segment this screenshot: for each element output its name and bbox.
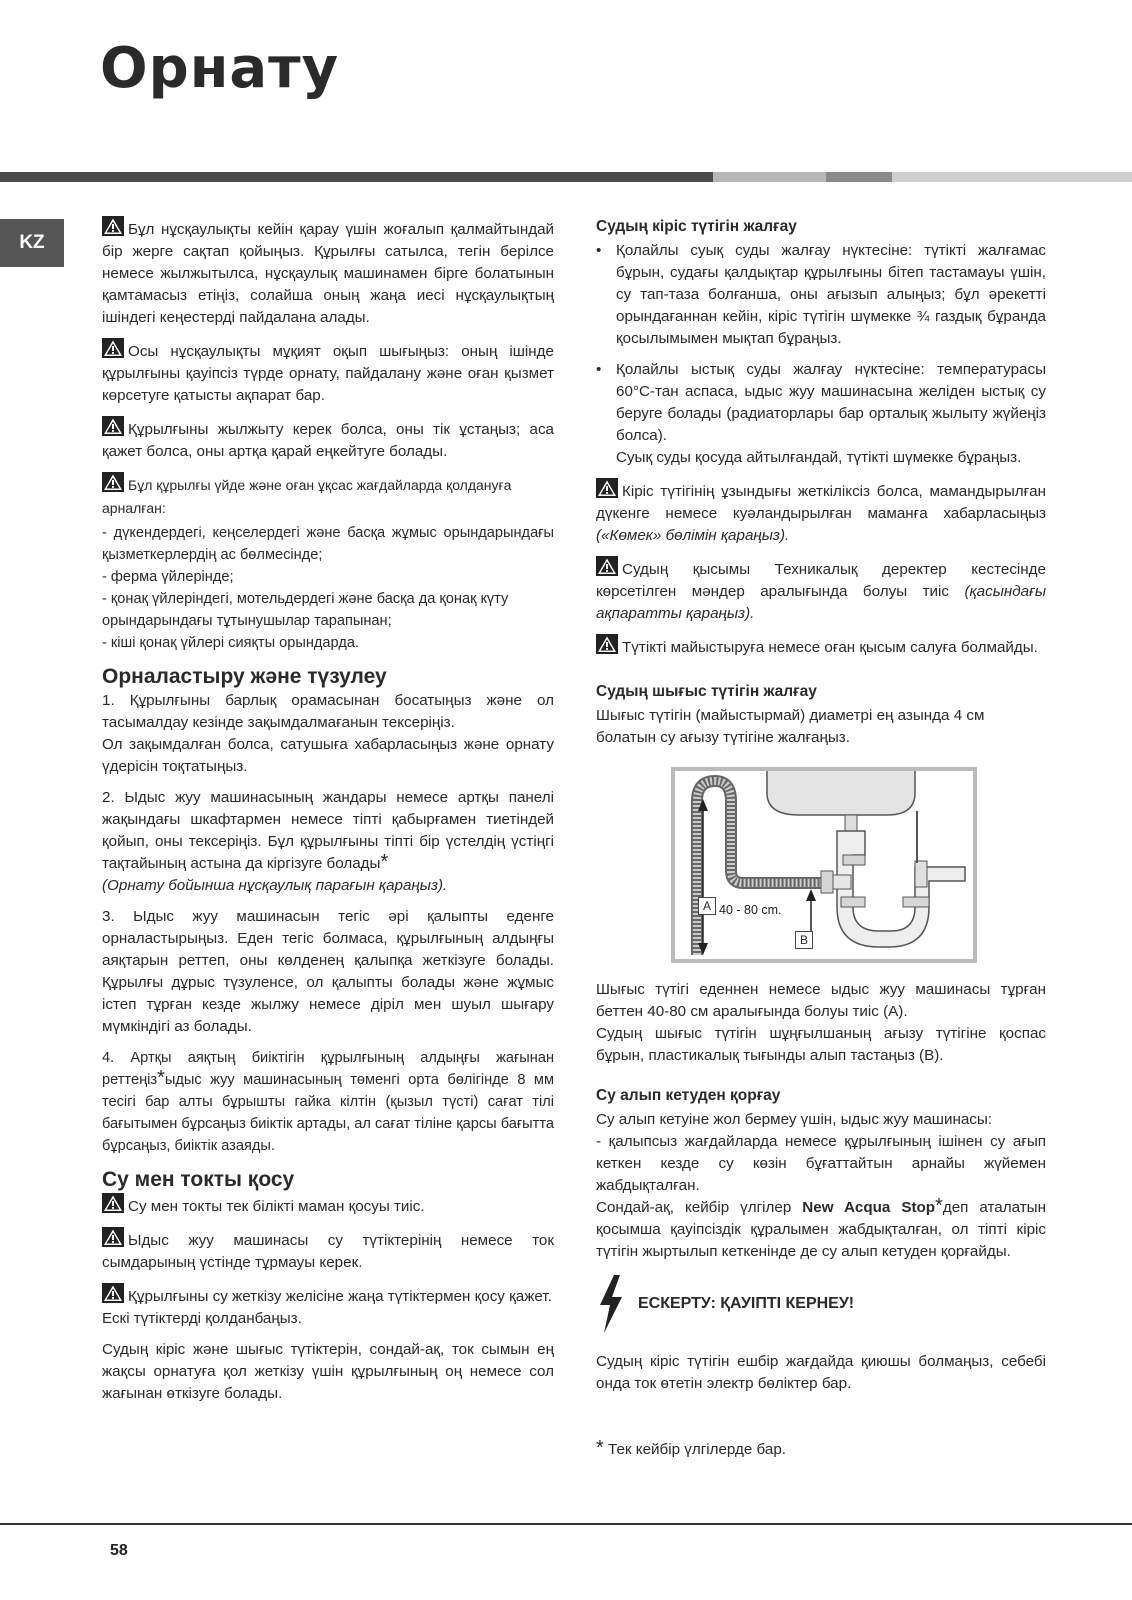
- footer-rule: [0, 1523, 1132, 1525]
- page-title: Орнату: [100, 36, 340, 101]
- brand-name: New Acqua Stop: [802, 1199, 936, 1216]
- asterisk: *: [157, 1067, 165, 1089]
- warning-triangle-icon: [596, 556, 618, 576]
- warning-triangle-icon: [102, 1283, 124, 1303]
- cable-routing-paragraph: Судың кіріс және шығыс түтіктерін, сондай-ақ, ток сымын ең жақсы орнатуға қол жеткізу үшін құрылғының оң немесе сол жағынан өткізуге болады.: [102, 1341, 554, 1402]
- header-rule-dark: [0, 172, 713, 182]
- step-3: 3. Ыдыс жуу машинасын тегіс әрі қалыпты еденге орналастырыңыз. Еден тегіс болмаса, құрылғының алдыңғы аяқтарын реттеп, оны көлденең қалыпқа жеткізуге болады. Құрылғы дұрыс түзуленсе, ол қалыпты болады және жұмыс істеп тұрған кезде жылжу немесе діріл мен шуыл шығару мүмкіндігі аз болады.: [102, 908, 554, 1035]
- list-item: - дүкендердегі, кеңселердегі және басқа жұмыс орындарындағы қызметкерлердің ас бөлмесінде;: [102, 525, 554, 563]
- section-heading-water: Су мен токты қосу: [102, 1168, 295, 1191]
- lightning-bolt-icon: [596, 1275, 626, 1333]
- voltage-warning-text: Судың кіріс түтігін ешбір жағдайда қиюшы болмаңыз, себебі онда ток өтетін электр бөліктер бар.: [596, 1353, 1046, 1392]
- outlet-plug-paragraph: Судың шығыс түтігін шұңғылшаның ағызу түтігіне қоспас бұрын, пластикалық тығынды алып тастаңыз (B).: [596, 1025, 1046, 1064]
- header-rule-light: [713, 172, 826, 182]
- label-a: A: [698, 897, 716, 915]
- sink-drain-illustration: [675, 771, 973, 959]
- warning-paragraph: Бұл нұсқаулықты кейін қарау үшін жоғалып қалмайтындай бір жерге сақтап қойыңыз. Құрылғы сатылса, тегін берілсе немесе жылжытылса, нұсқаулық машинамен бірге болатынын қамтамасыз етіңіз, солайша оның жаңа иесі нұсқаулықтың ішіндегі кеңестерді пайдалана алады.: [102, 216, 554, 329]
- section-heading-outlet: Судың шығыс түтігін жалғау: [596, 683, 817, 700]
- right-column: [596, 216, 1046, 1470]
- flood-acqua-stop: Сондай-ақ, кейбір үлгілер New Acqua Stop*деп аталатын қосымша қауіпсіздік құралымен жабдықталған, ол тіпті кіріс түтігін жыртылып кеткенінде де су алып кетуден қорғайды.: [596, 1195, 1046, 1260]
- warning-triangle-icon: [102, 216, 124, 236]
- list-item: • Қолайлы суық суды жалғау нүктесіне: түтікті жалғамас бұрын, судағы қалдықтар құрылғыны бітеп тастамауы үшін, су тап-таза болғанша, оны ағызып алыңыз; бұл әрекетті орындағаннан кейін, кіріс түтігін шүмекке ¾ газдық бұранда қосылымымен мықтап бұраңыз.: [596, 242, 1046, 347]
- step-2: 2. Ыдыс жуу машинасының жандары немесе артқы панелі жақындағы шкафтармен немесе тіпті қабырғамен тиетіндей қойып, оны тексеріңіз. Бұл құрылғыны тіпті бір үстелдің үстіңгі тақтайының астына да кіргізуге болады* (Орнату бойынша нұсқаулық парағын қараңыз).: [102, 789, 554, 894]
- left-column: [102, 216, 554, 1414]
- voltage-warning: ЕСКЕРТУ: ҚАУІПТІ КЕРНЕУ!: [596, 1275, 1046, 1333]
- flood-intro: Су алып кетуіне жол бермеу үшін, ыдыс жуу машинасы:: [596, 1111, 993, 1128]
- warning-triangle-icon: [102, 1227, 124, 1247]
- asterisk: *: [380, 851, 389, 873]
- warning-paragraph: Ыдыс жуу машинасы су түтіктерінің немесе ток сымдарының үстінде тұрмауы керек.: [102, 1227, 554, 1274]
- asterisk: *: [596, 1437, 604, 1459]
- section-heading-flood: Су алып кетуден қорғау: [596, 1087, 781, 1104]
- step-4: 4. Артқы аяқтың биіктігін құрылғының алдыңғы жағынан реттеңіз*ыдыс жуу машинасының төменгі орта бөлігінде 8 мм тесігі бар алты бұрышты гайка кілтін (қызыл түсті) сағат тілі бағытымен бұрсаңыз биіктік артады, ал сағат тіліне қарсы бағытта бұрсаңыз, биіктік азаяды.: [102, 1050, 554, 1154]
- warning-triangle-icon: [102, 1193, 124, 1213]
- bullet-icon: •: [596, 361, 602, 378]
- list-item: - кіші қонақ үйлері сияқты орындарда.: [102, 635, 360, 651]
- warning-paragraph: Түтікті майыстыруға немесе оған қысым салуға болмайды.: [596, 634, 1046, 659]
- height-range-label: 40 - 80 cm.: [719, 903, 782, 917]
- header-rule-mid: [826, 172, 892, 182]
- step-1-note: Ол зақымдалған болса, сатушыға хабарласыңыз және орнату үдерісін тоқтатыңыз.: [102, 736, 554, 775]
- section-heading-placement: Орналастыру және түзулеу: [102, 665, 387, 688]
- warning-paragraph: Бұл құрылғы үйде және оған ұқсас жағдайларда қолдануға арналған:: [102, 472, 554, 520]
- list-item: - ферма үйлерінде;: [102, 569, 234, 585]
- drain-hose-diagram: [671, 767, 977, 963]
- outlet-paragraph: Шығыс түтігін (майыстырмай) диаметрі ең азында 4 см болатын су ағызу түтігіне жалғаңыз.: [596, 707, 985, 746]
- warning-triangle-icon: [102, 416, 124, 436]
- warning-paragraph: Су мен токты тек білікті маман қосуы тиіс.: [102, 1193, 554, 1218]
- warning-paragraph: Құрылғыны жылжыту керек болса, оны тік ұстаңыз; аса қажет болса, оны артқа қарай еңкейтуге болады.: [102, 416, 554, 463]
- footnote: * Тек кейбір үлгілерде бар.: [596, 1437, 787, 1459]
- section-heading-inlet: Судың кіріс түтігін жалғау: [596, 218, 797, 235]
- warning-triangle-icon: [596, 634, 618, 654]
- asterisk: *: [935, 1195, 943, 1217]
- warning-triangle-icon: [102, 338, 124, 358]
- list-item: - қонақ үйлеріндегі, мотельдердегі және басқа да қонақ күту орындарындағы тұтынушылар тарапынан;: [102, 591, 509, 629]
- warning-paragraph: Судың қысымы Техникалық деректер кестесінде көрсетілген мәндер аралығында болуы тиіс (қасындағы ақпаратты қараңыз).: [596, 556, 1046, 625]
- warning-triangle-icon: [596, 478, 618, 498]
- outlet-height-paragraph: Шығыс түтігі еденнен немесе ыдыс жуу машинасы тұрған беттен 40-80 см аралығында болуы тиіс (A).: [596, 981, 1046, 1020]
- step-2-reference: (Орнату бойынша нұсқаулық парағын қараңыз).: [102, 877, 448, 894]
- page-number: 58: [110, 1542, 128, 1559]
- label-b: B: [795, 931, 813, 949]
- list-item: • Қолайлы ыстық суды жалғау нүктесіне: температурасы 60°C-тан аспаса, ыдыс жуу машинасына желіден ыстық су беруге болады (радиаторлары бар орталық жылыту жүйеңіз болса). Суық суды қосуда айтылғандай, түтікті шүмекке бұраңыз.: [596, 361, 1046, 466]
- warning-paragraph: Кіріс түтігінің ұзындығы жеткіліксіз болса, мамандырылған дүкенге немесе куәландырылған маманға хабарласыңыз («Көмек» бөлімін қараңыз).: [596, 478, 1046, 547]
- warning-paragraph: Құрылғыны су жеткізу желісіне жаңа түтіктермен қосу қажет. Ескі түтіктерді қолданбаңыз.: [102, 1283, 554, 1330]
- warning-triangle-icon: [102, 472, 124, 492]
- flood-system: - қалыпсыз жағдайларда немесе құрылғының ішінен су ағып кеткен кезде су көзін бұғаттайтын арнайы жүйемен жабдықталған.: [596, 1133, 1046, 1194]
- bullet-icon: •: [596, 242, 602, 259]
- language-tab: KZ: [0, 219, 64, 267]
- header-rule-pale: [892, 172, 1132, 182]
- step-1: 1. Құрылғыны барлық орамасынан босатыңыз және ол тасымалдау кезінде зақымдалмағанын тексеріңіз.: [102, 692, 554, 731]
- warning-paragraph: Осы нұсқаулықты мұқият оқып шығыңыз: оның ішінде құрылғыны қауіпсіз түрде орнату, пайдалану және оған қызмет көрсетуге қатысты ақпарат бар.: [102, 338, 554, 407]
